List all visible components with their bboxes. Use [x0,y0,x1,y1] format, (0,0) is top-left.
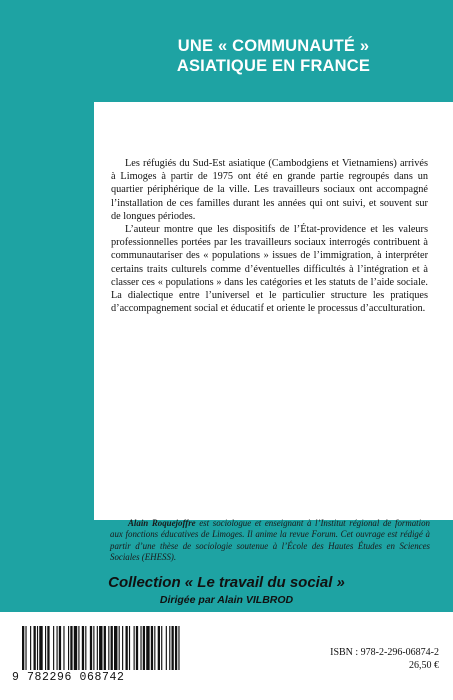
summary-paragraph: L’auteur montre que les dispositifs de l’État-providence et les valeurs professionnelles portées par les travailleurs sociaux interrogés contribuent à communautariser des « populations » issues de l’immigration, à interpréter certains traits culturels comme d’éventuelles difficultés à l’intégration et à classer ces « populations » dans les catégories et les statuts de l’aide sociale. La dialectique entre l’universel et le particulier structure les pratiques d’accompagnement social et éducatif et oriente le processus d’acculturation. [111,224,428,315]
barcode-icon [12,626,216,672]
cover-left-band [0,0,94,520]
back-cover-summary [111,157,428,315]
isbn: ISBN : 978-2-296-06874-2 [330,647,439,658]
collection-director: Dirigée par Alain VILBROD [159,594,294,606]
author-bio-text [110,518,430,564]
summary-paragraph: Les réfugiés du Sud-Est asiatique (Cambodgiens et Vietnamiens) arrivés à Limoges à partir de 1975 ont été en grande partie regroupés dans un quartier périphérique de la ville. Les travailleurs sociaux ont accompagné l’installation de ces familles durant les années qui ont suivi, et souvent sur de longues périodes. [111,158,428,222]
author-name: Alain Roquejoffre [128,518,196,528]
book-title [94,36,453,76]
price: 26,50 € [409,660,439,671]
author-bio [110,518,430,564]
collection-name: Collection « Le travail du social » [108,574,345,591]
book-title-line1: UNE « COMMUNAUTÉ » [177,37,370,55]
author-bio-body: est sociologue et enseignant à l’Institut régional de formation aux fonctions éducatives de Limoges. Il anime la revue Forum. Cet ouvrage est rédigé à partir d’une thèse de sociologie soutenue à l’École des Hautes Études en Sciences Sociales (EHESS). [110,518,430,563]
barcode-digits: 9 782296 068742 [12,671,125,684]
book-title-line2: ASIATIQUE EN FRANCE [176,57,371,75]
